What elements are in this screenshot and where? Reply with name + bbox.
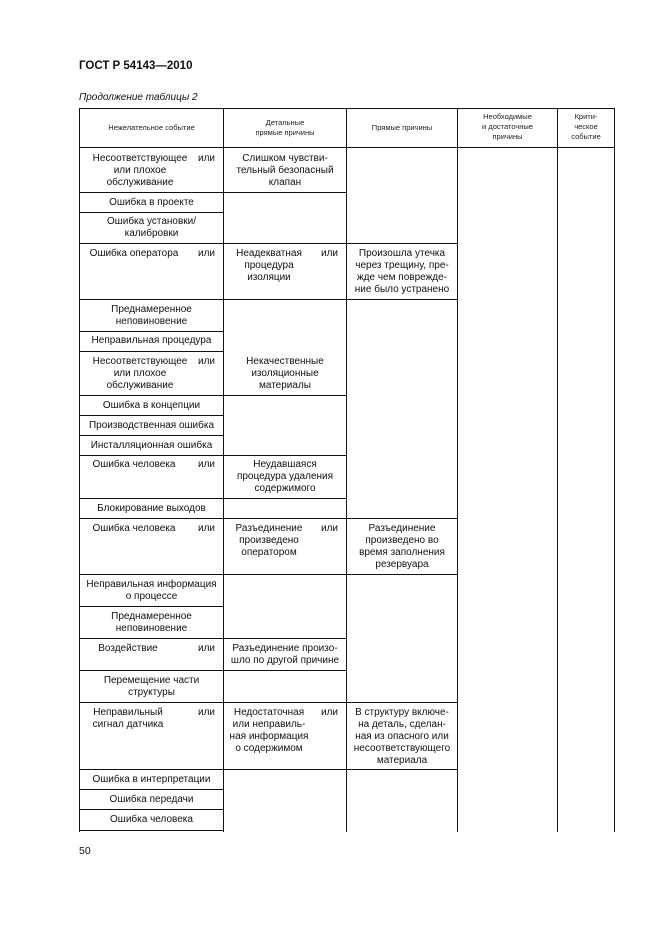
col1-bottom-border — [79, 830, 223, 831]
or-connector: или — [198, 248, 216, 259]
undesired-event-cell: Преднамеренное неповиновение — [111, 304, 192, 327]
col1-row-divider — [79, 243, 223, 244]
col1-row-divider — [79, 435, 223, 436]
col1-row-divider — [79, 702, 223, 703]
col2-row-divider — [223, 518, 346, 519]
undesired-event-cell: Неправильная процедура — [91, 335, 212, 346]
detailed-cause-cell: Некачественные изоляционные материалы — [246, 356, 324, 391]
col1-row-divider — [79, 395, 223, 396]
header-critical-event: Крити- ческое событие — [571, 112, 601, 141]
col1-row-divider — [79, 299, 223, 300]
page-number: 50 — [79, 845, 91, 857]
col2-row-divider — [223, 769, 346, 770]
direct-cause-cell: Разъединение произведено во время заполнения резервуара — [359, 523, 445, 570]
header-direct-causes: Прямые причины — [371, 123, 433, 132]
col1-row-divider — [79, 809, 223, 810]
col2-row-divider — [223, 299, 346, 300]
undesired-event-cell: Ошибка человека — [92, 523, 176, 534]
col1-row-divider — [79, 769, 223, 770]
col2-row-divider — [223, 638, 346, 639]
direct-cause-cell: В структуру включе- на деталь, сделан- ная из опасного или несоответствующего материала — [353, 707, 451, 766]
col5-right-border — [614, 108, 615, 832]
col1-row-divider — [79, 670, 223, 671]
document-code: ГОСТ Р 54143—2010 — [79, 60, 193, 72]
undesired-event-cell: Воздействие — [98, 643, 158, 654]
detailed-cause-cell: Разъединение произведено оператором — [235, 523, 303, 558]
header-necessary-sufficient-causes: Необходимые и достаточные причины — [482, 112, 533, 141]
undesired-event-cell: Ошибка передачи — [109, 794, 194, 805]
col2-row-divider — [223, 243, 346, 244]
col2-row-divider — [223, 395, 346, 396]
undesired-event-cell: Ошибка установки/ калибровки — [106, 216, 197, 239]
or-connector: или — [198, 356, 216, 367]
col2-row-divider — [223, 670, 346, 671]
col1-row-divider — [79, 789, 223, 790]
col3-row-divider — [346, 243, 457, 244]
undesired-event-cell: Ошибка человека — [92, 459, 176, 470]
header-bottom-border — [79, 147, 615, 148]
col4-right-border — [557, 108, 558, 832]
col1-row-divider — [79, 212, 223, 213]
col2-row-divider — [223, 498, 346, 499]
header-detailed-direct-causes: Детальные прямые причины — [255, 118, 315, 137]
undesired-event-cell: Неправильный сигнал датчика — [92, 707, 164, 730]
or-connector: или — [321, 707, 339, 718]
col1-row-divider — [79, 415, 223, 416]
detailed-cause-cell: Неудавшаяся процедура удаления содержимого — [236, 459, 334, 494]
or-connector: или — [321, 248, 339, 259]
undesired-event-cell: Ошибка оператора — [89, 248, 179, 259]
undesired-event-cell: Инсталляционная ошибка — [90, 440, 213, 451]
col2-row-divider — [223, 455, 346, 456]
col1-row-divider — [79, 574, 223, 575]
undesired-event-cell: Несоответствующее или плохое обслуживание — [92, 356, 188, 391]
col1-row-divider — [79, 192, 223, 193]
or-connector: или — [198, 643, 216, 654]
undesired-event-cell: Неправильная информация о процессе — [86, 579, 217, 602]
header-undesired-event: Нежелательное событие — [108, 123, 195, 132]
undesired-event-cell: Перемещение части структуры — [103, 675, 200, 698]
col1-row-divider — [79, 455, 223, 456]
undesired-event-cell: Ошибка человека — [110, 814, 193, 825]
or-connector: или — [198, 153, 216, 164]
undesired-event-cell: Ошибка в проекте — [109, 197, 194, 208]
undesired-event-cell: Преднамеренное неповиновение — [111, 611, 192, 634]
table-continuation-caption: Продолжение таблицы 2 — [79, 92, 198, 103]
col2-row-divider — [223, 702, 346, 703]
detailed-cause-cell: Разъединение произо- шло по другой причине — [230, 643, 340, 666]
col1-row-divider — [79, 606, 223, 607]
undesired-event-cell: Ошибка в концепции — [102, 400, 201, 411]
detailed-cause-cell: Недостаточная или неправиль- ная информация о содержимом — [229, 707, 309, 754]
col1-row-divider — [79, 518, 223, 519]
undesired-event-cell: Несоответствующее или плохое обслуживание — [92, 153, 188, 188]
col3-row-divider — [346, 769, 457, 770]
undesired-event-cell: Блокирование выходов — [97, 503, 206, 514]
col3-row-divider — [346, 702, 457, 703]
col2-row-divider — [223, 192, 346, 193]
detailed-cause-cell: Неадекватная процедура изоляции — [236, 248, 302, 283]
col3-row-divider — [346, 574, 457, 575]
col2-row-divider — [223, 574, 346, 575]
or-connector: или — [198, 523, 216, 534]
col1-row-divider — [79, 331, 223, 332]
or-connector: или — [198, 459, 216, 470]
col1-row-divider — [79, 498, 223, 499]
col3-row-divider — [346, 518, 457, 519]
col3-right-border — [457, 108, 458, 832]
undesired-event-cell: Производственная ошибка — [88, 420, 215, 431]
undesired-event-cell: Ошибка в интерпретации — [92, 774, 211, 785]
col3-row-divider — [346, 299, 457, 300]
or-connector: или — [321, 523, 339, 534]
col1-row-divider — [79, 638, 223, 639]
or-connector: или — [198, 707, 216, 718]
direct-cause-cell: Произошла утечка через трещину, пре- жде чем поврежде- ние было устранено — [354, 248, 450, 295]
col1-row-divider — [79, 351, 223, 352]
detailed-cause-cell: Слишком чувстви- тельный безопасный клапан — [236, 153, 334, 188]
